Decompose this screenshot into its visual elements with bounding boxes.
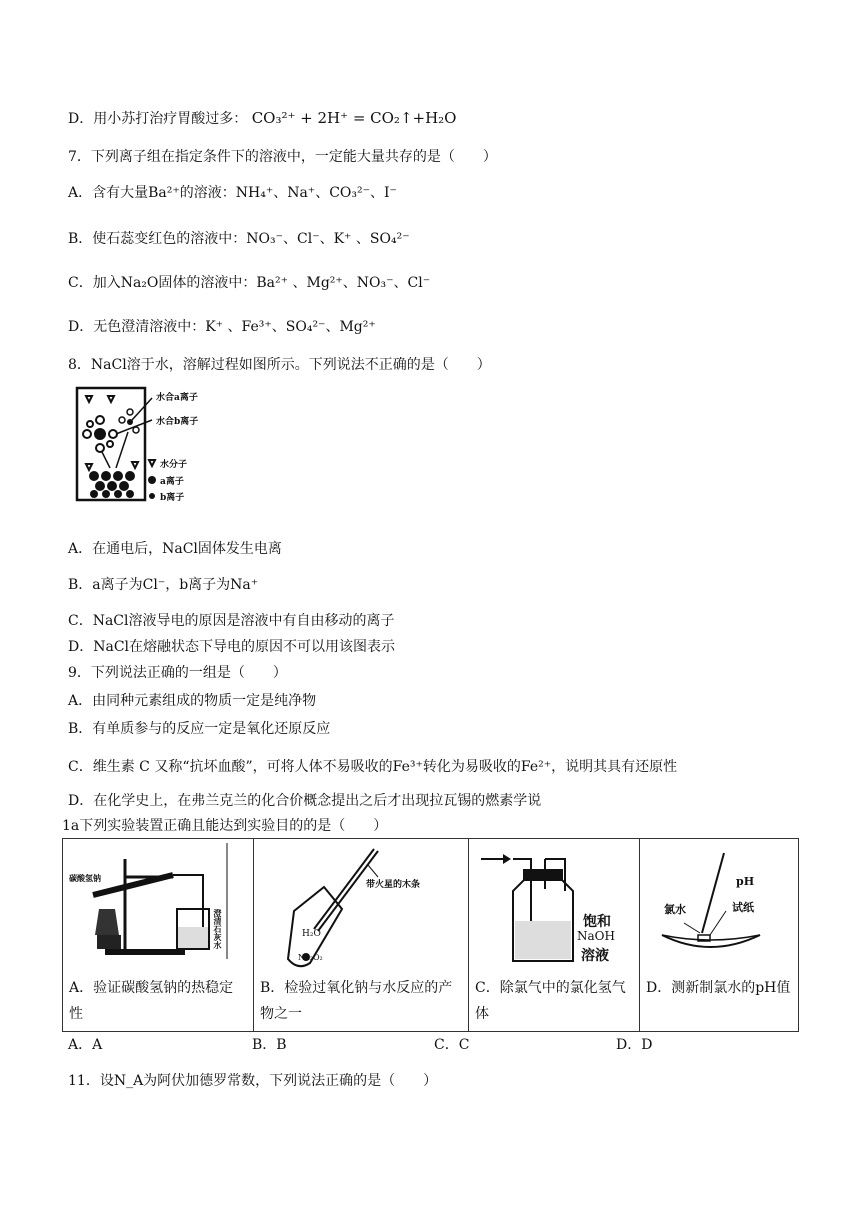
label-limewater: 澄清石灰水 <box>213 909 223 949</box>
fig-label-a-ion: a离子 <box>160 477 184 487</box>
q6-option-d-text: D．用小苏打治疗胃酸过多： <box>68 111 248 127</box>
q9-option-a: A．由同种元素组成的物质一定是纯净物 <box>68 693 317 709</box>
label-ph: pH <box>736 875 755 888</box>
experiment-cell-b <box>254 839 469 1032</box>
apparatus-b-icon <box>254 839 468 971</box>
fig-label-hydrated-a: 水合a离子 <box>156 393 198 403</box>
experiment-cell-d <box>640 839 799 1032</box>
label-solution: 溶液 <box>581 948 609 964</box>
q10-option-c: C．C <box>434 1037 470 1053</box>
label-naoh: NaOH <box>577 929 615 943</box>
q10-option-b: B．B <box>252 1037 287 1053</box>
q6-option-d <box>68 108 456 128</box>
q10-option-d: D．D <box>616 1037 653 1053</box>
caption-b: B．检验过氧化钠与水反应的产物之一 <box>260 980 453 1022</box>
q10-option-a: A．A <box>68 1037 103 1053</box>
fig-label-water: 水分子 <box>160 460 188 470</box>
q8-option-a: A．在通电后，NaCl固体发生电离 <box>68 541 282 557</box>
q9-stem: 9．下列说法正确的一组是（ ） <box>68 665 287 681</box>
q7-option-b: B．使石蕊变红色的溶液中：NO₃⁻、Cl⁻、K⁺ 、SO₄²⁻ <box>68 231 410 247</box>
q11-stem: 11．设N_A为阿伏加德罗常数，下列说法正确的是（ ） <box>68 1073 438 1089</box>
q9-option-c: C．维生素 C 又称“抗坏血酸”，可将人体不易吸收的Fe³⁺转化为易吸收的Fe²⁺，说明其具有还原性 <box>68 759 678 775</box>
q8-stem: 8．NaCl溶于水，溶解过程如图所示。下列说法不正确的是（ ） <box>68 357 491 373</box>
label-sodium-bicarbonate: 碳酸氢钠 <box>69 873 101 883</box>
fig-label-b-ion: b离子 <box>160 493 185 503</box>
q9-option-d: D．在化学史上，在弗兰克兰的化合价概念提出之后才出现拉瓦锡的燃素学说 <box>68 793 542 809</box>
caption-d: D．测新制氯水的pH值 <box>646 980 791 996</box>
experiment-cell-c <box>469 839 640 1032</box>
q7-option-d: D．无色澄清溶液中：K⁺ 、Fe³⁺、SO₄²⁻、Mg²⁺ <box>68 319 376 335</box>
apparatus-c-icon <box>469 839 639 971</box>
label-glowing-splint: 带火星的木条 <box>366 880 421 890</box>
nacl-dissolution-diagram <box>72 384 222 506</box>
q10-stem: 1a下列实验装置正确且能达到实验目的的是（ ） <box>62 818 388 834</box>
q6-option-d-equation: CO₃²⁺ + 2H⁺ = CO₂↑+H₂O <box>251 109 457 127</box>
q7-option-a: A．含有大量Ba²⁺的溶液：NH₄⁺、Na⁺、CO₃²⁻、I⁻ <box>68 185 397 201</box>
q7-option-c: C．加入Na₂O固体的溶液中：Ba²⁺ 、Mg²⁺、NO₃⁻、Cl⁻ <box>68 275 431 291</box>
q8-option-b: B．a离子为Cl⁻，b离子为Na⁺ <box>68 577 259 593</box>
caption-a: A．验证碳酸氢钠的热稳定性 <box>69 980 234 1022</box>
apparatus-a-icon <box>63 839 253 971</box>
q8-option-c: C．NaCl溶液导电的原因是溶液中有自由移动的离子 <box>68 613 395 629</box>
label-chlorine-water: 氯水 <box>664 903 686 916</box>
fig-label-hydrated-b: 水合b离子 <box>156 417 199 427</box>
experiment-table <box>62 838 799 1032</box>
nacl-dissolution-figure <box>72 384 222 506</box>
label-saturated: 饱和 <box>583 914 611 930</box>
label-test-paper: 试纸 <box>732 901 754 914</box>
experiment-cell-a <box>63 839 254 1032</box>
label-h2o: H₂O <box>302 929 321 939</box>
caption-c: C．除氯气中的氯化氢气体 <box>475 980 626 1022</box>
label-na2o2: Na₂O₂ <box>298 953 323 962</box>
q8-option-d: D．NaCl在熔融状态下导电的原因不可以用该图表示 <box>68 639 396 655</box>
q9-option-b: B．有单质参与的反应一定是氧化还原反应 <box>68 721 331 737</box>
q7-stem: 7．下列离子组在指定条件下的溶液中，一定能大量共存的是（ ） <box>68 149 497 165</box>
